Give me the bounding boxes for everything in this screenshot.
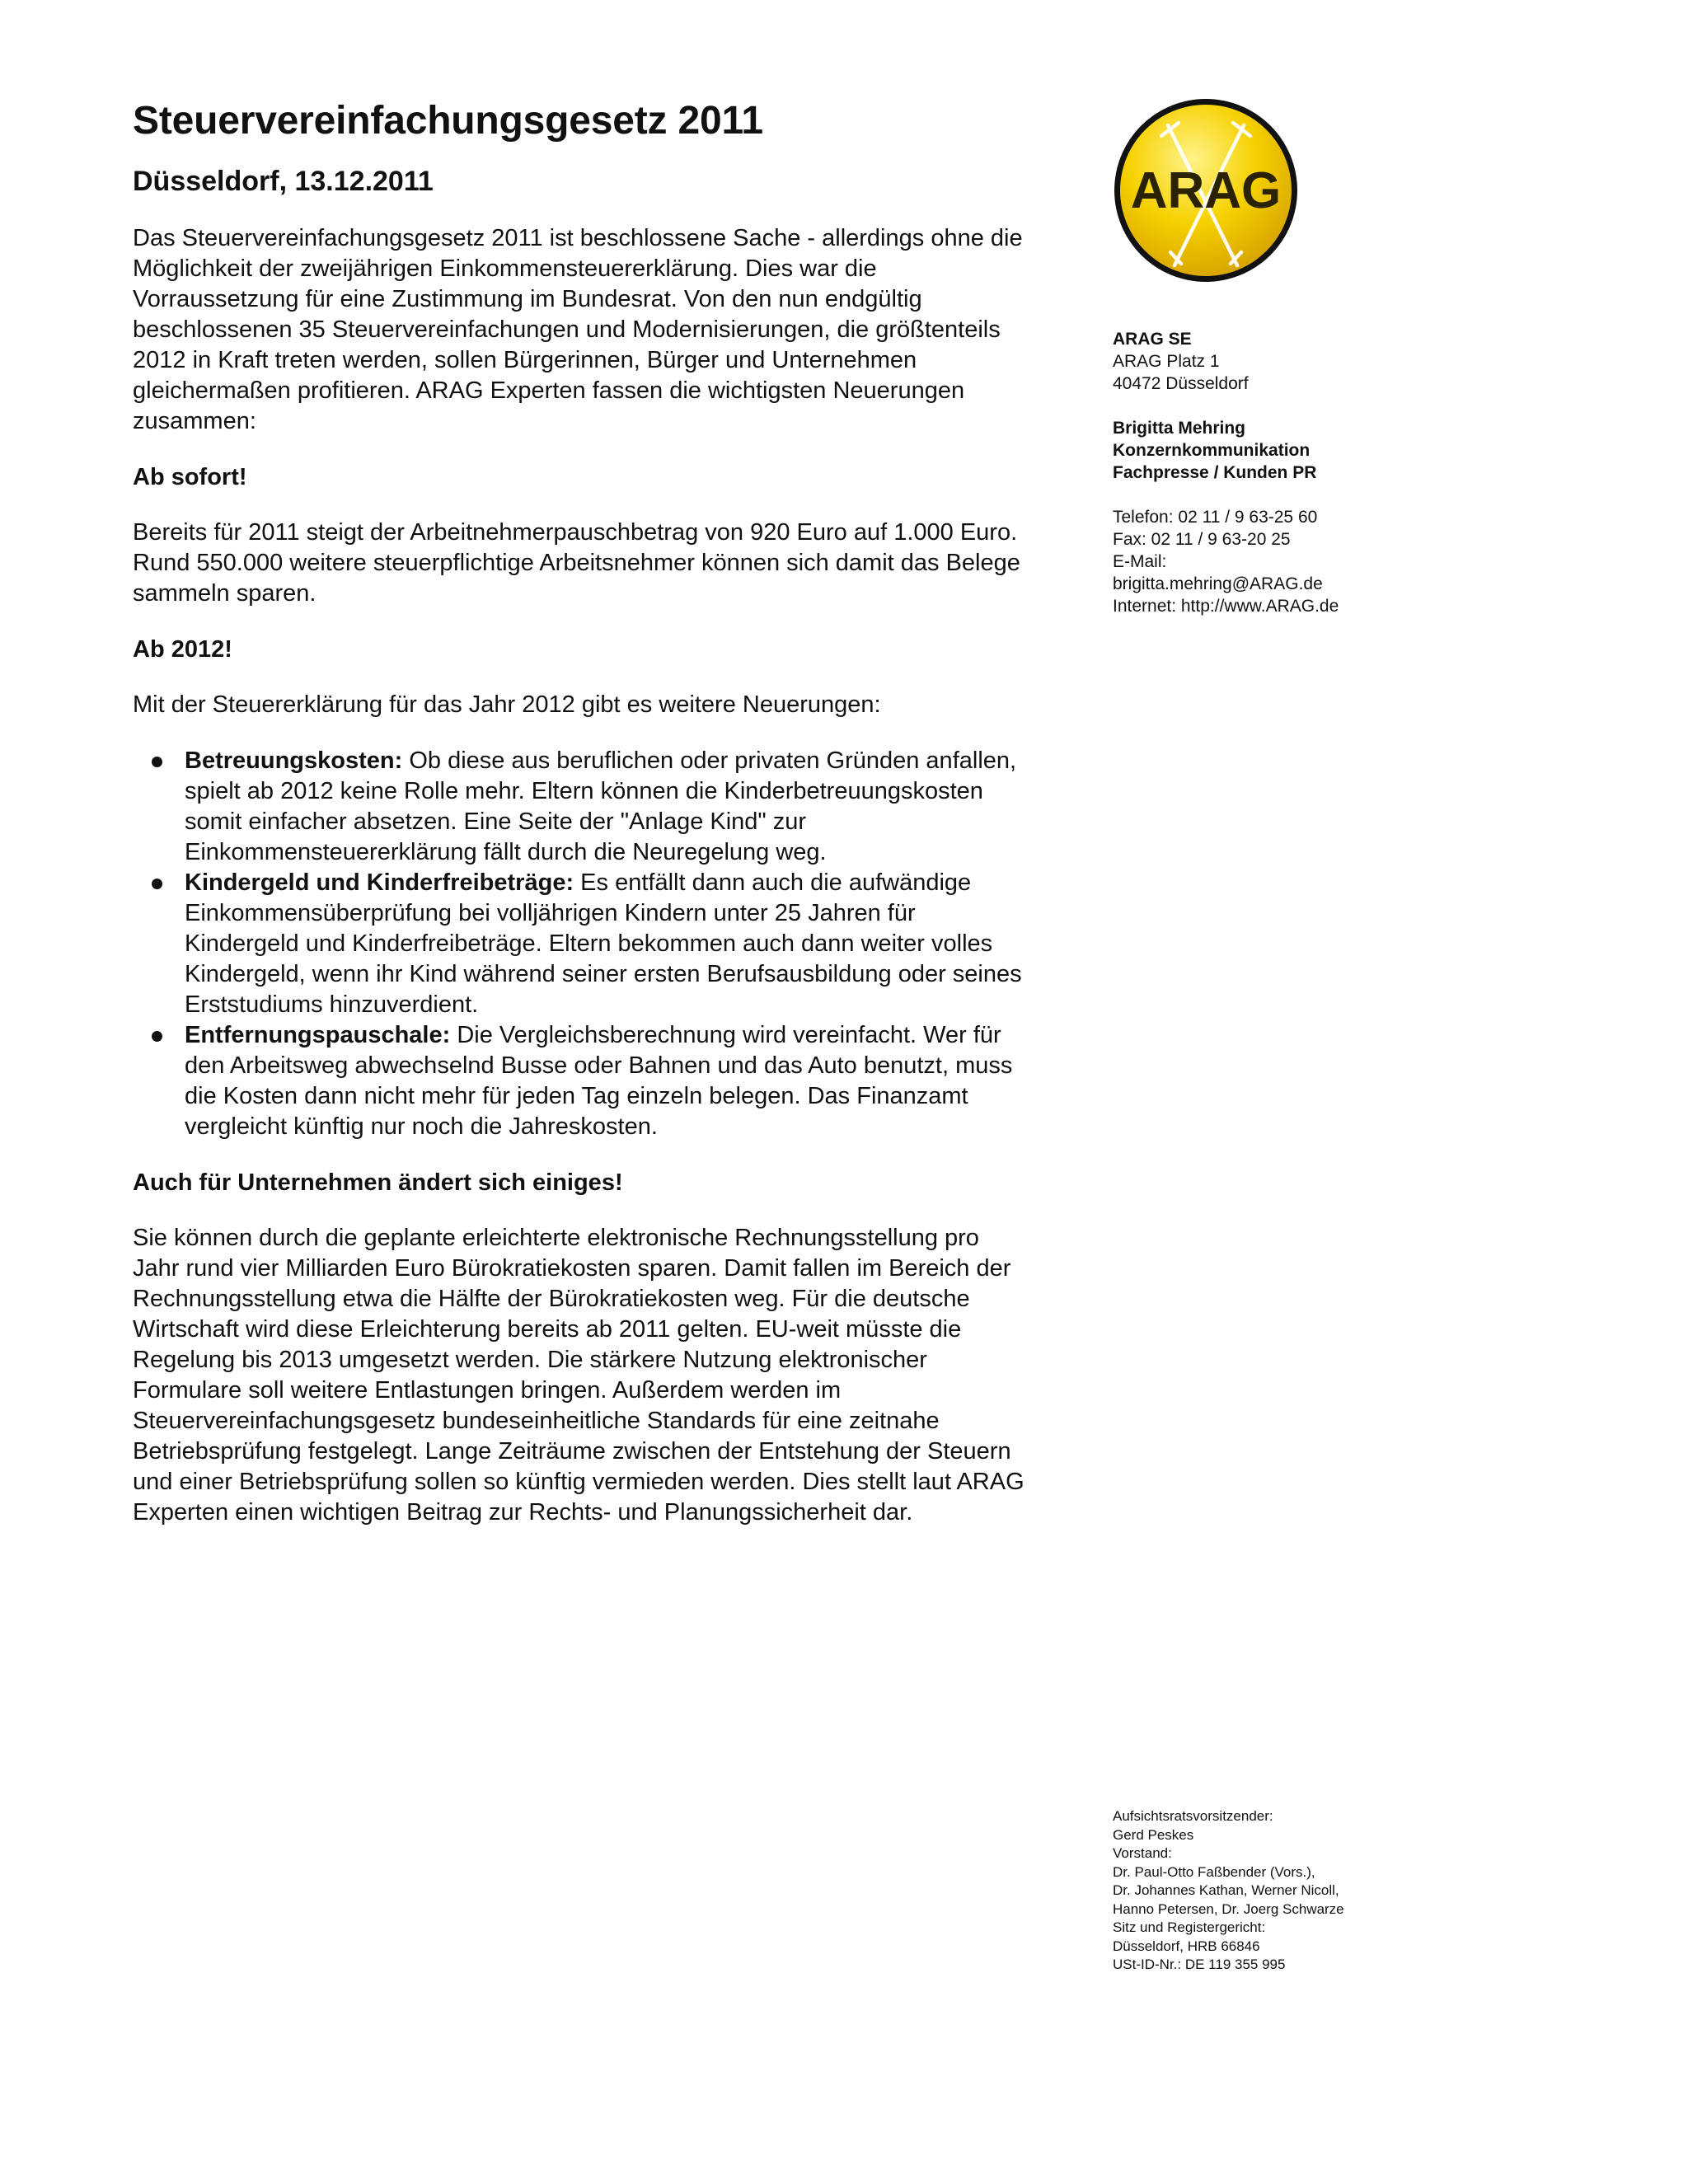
address-line-2: 40472 Düsseldorf: [1113, 374, 1249, 393]
section-heading-ab-2012: Ab 2012!: [133, 635, 232, 663]
list-item-term: Betreuungskosten:: [185, 747, 403, 774]
bullet-dot-icon: [152, 879, 162, 889]
section-heading-ab-sofort: Ab sofort!: [133, 463, 247, 490]
fax-number: Fax: 02 11 / 9 63-20 25: [1113, 530, 1291, 549]
internet-address: Internet: http://www.ARAG.de: [1113, 597, 1339, 616]
company-name: ARAG SE: [1113, 330, 1192, 349]
legal-line-7: Sitz und Registergericht:: [1113, 1919, 1266, 1935]
list-item-kindergeld: [133, 868, 1031, 1020]
contact-spacer: [1113, 395, 1459, 417]
legal-line-3: Vorstand:: [1113, 1845, 1172, 1861]
legal-line-8: Düsseldorf, HRB 66846: [1113, 1938, 1260, 1954]
legal-info: [1113, 1807, 1459, 1975]
address-line-1: ARAG Platz 1: [1113, 352, 1220, 371]
phone-number: Telefon: 02 11 / 9 63-25 60: [1113, 508, 1318, 527]
press-release-main-content: [133, 99, 1031, 1528]
legal-line-4: Dr. Paul-Otto Faßbender (Vors.),: [1113, 1863, 1315, 1880]
arag-logo-icon: [1113, 97, 1299, 284]
new-rules-list: [133, 746, 1031, 1142]
email-label: E-Mail:: [1113, 552, 1167, 571]
arag-logo: [1113, 97, 1299, 284]
email-address: brigitta.mehring@ARAG.de: [1113, 574, 1323, 593]
legal-line-6: Hanno Petersen, Dr. Joerg Schwarze: [1113, 1900, 1344, 1917]
contact-department-2: Fachpresse / Kunden PR: [1113, 463, 1317, 482]
contact-sidebar: [1113, 97, 1459, 617]
section-ab-sofort-paragraph: Bereits für 2011 steigt der Arbeitnehmerpauschbetrag von 920 Euro auf 1.000 Euro. Rund 550.000 weitere steuerpflichtige Arbeitsnehmer können sich damit das Belege sammeln sparen.: [133, 518, 1020, 607]
intro-paragraph: Das Steuervereinfachungsgesetz 2011 ist beschlossene Sache - allerdings ohne die Möglichkeit der zweijährigen Einkommensteuererklärung. Dies war die Vorraussetzung für eine Zustimmung im Bundesrat. Von den nun endgültig beschlossenen 35 Steuervereinfachungen und Modernisierungen, die größtenteils 2012 in Kraft treten werden, sollen Bürgerinnen, Bürger und Unternehmen gleichermaßen profitieren. ARAG Experten fassen die wichtigsten Neuerungen zusammen:: [133, 224, 1023, 434]
list-item-text: Es entfällt dann auch die aufwändige Einkommensüberprüfung bei volljährigen Kindern unter 25 Jahren für Kindergeld und Kinderfreibeträge. Eltern bekommen auch dann weiter volles Kindergeld, wenn ihr Kind während seiner ersten Berufsausbildung oder seines Erststudiums hinzuverdient.: [185, 869, 1022, 1018]
contact-spacer: [1113, 484, 1459, 506]
dateline: Düsseldorf, 13.12.2011: [133, 165, 434, 197]
list-item-text: Die Vergleichsberechnung wird vereinfacht. Wer für den Arbeitsweg abwechselnd Busse oder Bahnen und das Auto benutzt, muss die Kosten dann nicht mehr für jeden Tag einzeln belegen. Das Finanzamt vergleicht künftig nur noch die Jahreskosten.: [185, 1021, 1013, 1140]
list-item-term: Entfernungspauschale:: [185, 1021, 451, 1048]
legal-line-1: Aufsichtsratsvorsitzender:: [1113, 1808, 1273, 1824]
section-heading-unternehmen: Auch für Unternehmen ändert sich einiges!: [133, 1169, 623, 1196]
contact-block: [1113, 328, 1459, 617]
contact-person-name: Brigitta Mehring: [1113, 419, 1245, 438]
contact-department-1: Konzernkommunikation: [1113, 441, 1311, 460]
logo-text: ARAG: [1130, 162, 1282, 219]
list-item-text: Ob diese aus beruflichen oder privaten Gründen anfallen, spielt ab 2012 keine Rolle mehr. Eltern können die Kinderbetreuungskosten somit einfacher absetzen. Eine Seite der "Anlage Kind" zur Einkommensteuererklärung fällt durch die Neuregelung weg.: [185, 747, 1017, 865]
bullet-dot-icon: [152, 1031, 162, 1042]
list-item-entfernungspauschale: [133, 1020, 1031, 1142]
section-unternehmen-paragraph: Sie können durch die geplante erleichterte elektronische Rechnungsstellung pro Jahr rund vier Milliarden Euro Bürokratiekosten sparen. Damit fallen im Bereich der Rechnungsstellung etwa die Hälfte der Bürokratiekosten weg. Für die deutsche Wirtschaft wird diese Erleichterung bereits ab 2011 gelten. EU-weit müsste die Regelung bis 2013 umgesetzt werden. Die stärkere Nutzung elektronischer Formulare soll weitere Entlastungen bringen. Außerdem werden im Steuervereinfachungsgesetz bundeseinheitliche Standards für eine zeitnahe Betriebsprüfung festgelegt. Lange Zeiträume zwischen der Entstehung der Steuern und einer Betriebsprüfung sollen so künftig vermieden werden. Dies stellt laut ARAG Experten einen wichtigen Beitrag zur Rechts- und Planungssicherheit dar.: [133, 1224, 1025, 1526]
legal-line-2: Gerd Peskes: [1113, 1826, 1194, 1843]
legal-line-5: Dr. Johannes Kathan, Werner Nicoll,: [1113, 1882, 1339, 1898]
bullet-dot-icon: [152, 757, 162, 767]
list-item-betreuungskosten: [133, 746, 1031, 868]
page-title: Steuervereinfachungsgesetz 2011: [133, 99, 763, 143]
section-ab-2012-intro: Mit der Steuererklärung für das Jahr 2012 gibt es weitere Neuerungen:: [133, 691, 881, 718]
list-item-term: Kindergeld und Kinderfreibeträge:: [185, 869, 574, 896]
legal-line-9: USt-ID-Nr.: DE 119 355 995: [1113, 1957, 1286, 1972]
